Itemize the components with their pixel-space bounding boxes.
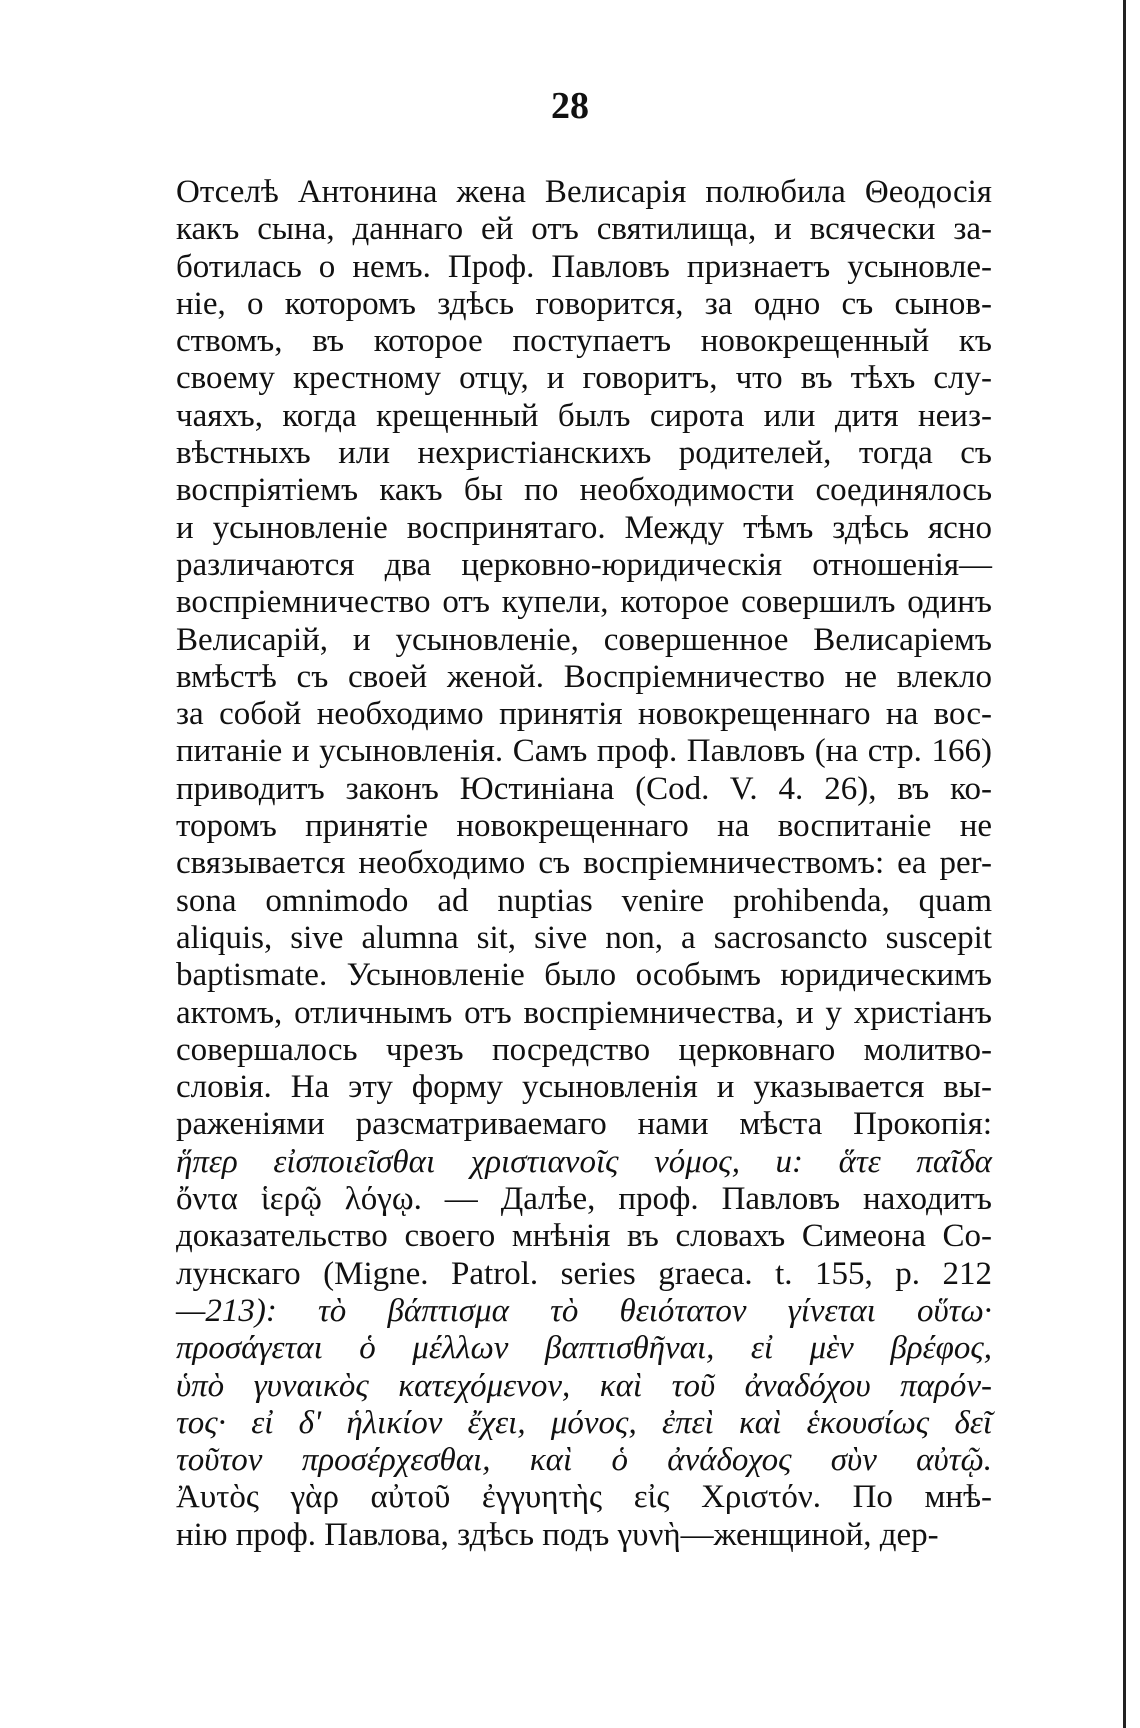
text-line: нію проф. Павлова, здѣсь подъ γυνὴ—женщиной, дер- xyxy=(176,1516,939,1553)
text-line-greek: —213): τὸ βάπτισμα τὸ θειότατον γίνεται οὕτω· xyxy=(176,1292,992,1329)
body-text xyxy=(176,174,992,1554)
text-line: воспріятіемъ какъ бы по необходимости соединялось xyxy=(176,472,992,509)
text-line: чаяхъ, когда крещенный былъ сирота или дитя неиз- xyxy=(176,397,992,434)
text-line: питаніе и усыновленія. Самъ проф. Павловъ (на стр. 166) xyxy=(176,733,992,770)
text-line-greek: τος· εἰ δ' ἡλικίον ἔχει, μόνος, ἐπεὶ καὶ ἑκουσίως δεῖ xyxy=(176,1404,992,1441)
text-line: ствомъ, въ которое поступаетъ новокрещенный къ xyxy=(176,323,992,360)
text-line-greek: τοῦτον προσέρχεσθαι, καὶ ὁ ἀνάδοχος σὺν αὐτῷ. xyxy=(176,1442,992,1479)
text-line: совершалось чрезъ посредство церковнаго молитво- xyxy=(176,1031,992,1068)
text-line: своему крестному отцу, и говоритъ, что въ тѣхъ слу- xyxy=(176,360,992,397)
text-line: торомъ принятіе новокрещеннаго на воспитаніе не xyxy=(176,808,992,845)
text-line: вмѣстѣ съ своей женой. Воспріемничество не влекло xyxy=(176,658,992,695)
text-line-greek: προσάγεται ὁ μέλλων βαπτισθῆναι, εἰ μὲν βρέφος, xyxy=(176,1330,992,1367)
text-line: baptismate. Усыновленіе было особымъ юридическимъ xyxy=(176,957,992,994)
text-line: приводитъ законъ Юстиніана (Cod. V. 4. 26), въ ко- xyxy=(176,770,992,807)
text-line: за собой необходимо принятія новокрещеннаго на вос- xyxy=(176,696,992,733)
text-line: sona omnimodo ad nuptias venire prohibenda, quam xyxy=(176,882,992,919)
text-line: ніе, о которомъ здѣсь говорится, за одно съ сынов- xyxy=(176,285,992,322)
binding-edge xyxy=(1123,0,1126,1728)
text-line: ботилась о немъ. Проф. Павловъ признаетъ усыновле- xyxy=(176,248,992,285)
text-line: актомъ, отличнымъ отъ воспріемничества, и у христіанъ xyxy=(176,994,992,1031)
text-line: Отселѣ Антонина жена Велисарія полюбила Θеодосія xyxy=(176,174,992,210)
text-line: Ἀυτὸς γὰρ αὐτοῦ ἐγγυητὴς εἰς Χριστόν. По мнѣ- xyxy=(176,1479,992,1516)
text-line: ὄντα ἱερῷ λόγῳ. — Далѣе, проф. Павловъ находитъ xyxy=(176,1181,992,1218)
text-line: связывается необходимо съ воспріемничествомъ: ea per- xyxy=(176,845,992,882)
text-line: лунскаго (Migne. Patrol. series graeca. t. 155, p. 212 xyxy=(176,1255,992,1292)
text-line: Велисарій, и усыновленіе, совершенное Велисаріемъ xyxy=(176,621,992,658)
text-line-greek: ὑπὸ γυναικὸς κατεχόμενον, καὶ τοῦ ἀναδόχου παρόν- xyxy=(176,1367,992,1404)
text-line: и усыновленіе воспринятаго. Между тѣмъ здѣсь ясно xyxy=(176,509,992,546)
text-line: aliquis, sive alumna sit, sive non, a sacrosancto suscepit xyxy=(176,919,992,956)
page-number: 28 xyxy=(551,85,589,127)
text-line: доказательство своего мнѣнія въ словахъ Симеона Со- xyxy=(176,1218,992,1255)
text-line-greek: ἥπερ εἰσποιεῖσθαι χριστιανοῖς νόμος, и: ἅτε παῖδα xyxy=(176,1143,992,1180)
text-line: словія. На эту форму усыновленія и указывается вы- xyxy=(176,1069,992,1106)
text-line: воспріемничество отъ купели, которое совершилъ одинъ xyxy=(176,584,992,621)
text-line: раженіями разсматриваемаго нами мѣста Прокопія: xyxy=(176,1106,992,1143)
text-line: вѣстныхъ или нехристіанскихъ родителей, тогда съ xyxy=(176,435,992,472)
text-line: различаются два церковно-юридическія отношенія— xyxy=(176,546,992,583)
text-line: какъ сына, даннаго ей отъ святилища, и всячески за- xyxy=(176,211,992,248)
